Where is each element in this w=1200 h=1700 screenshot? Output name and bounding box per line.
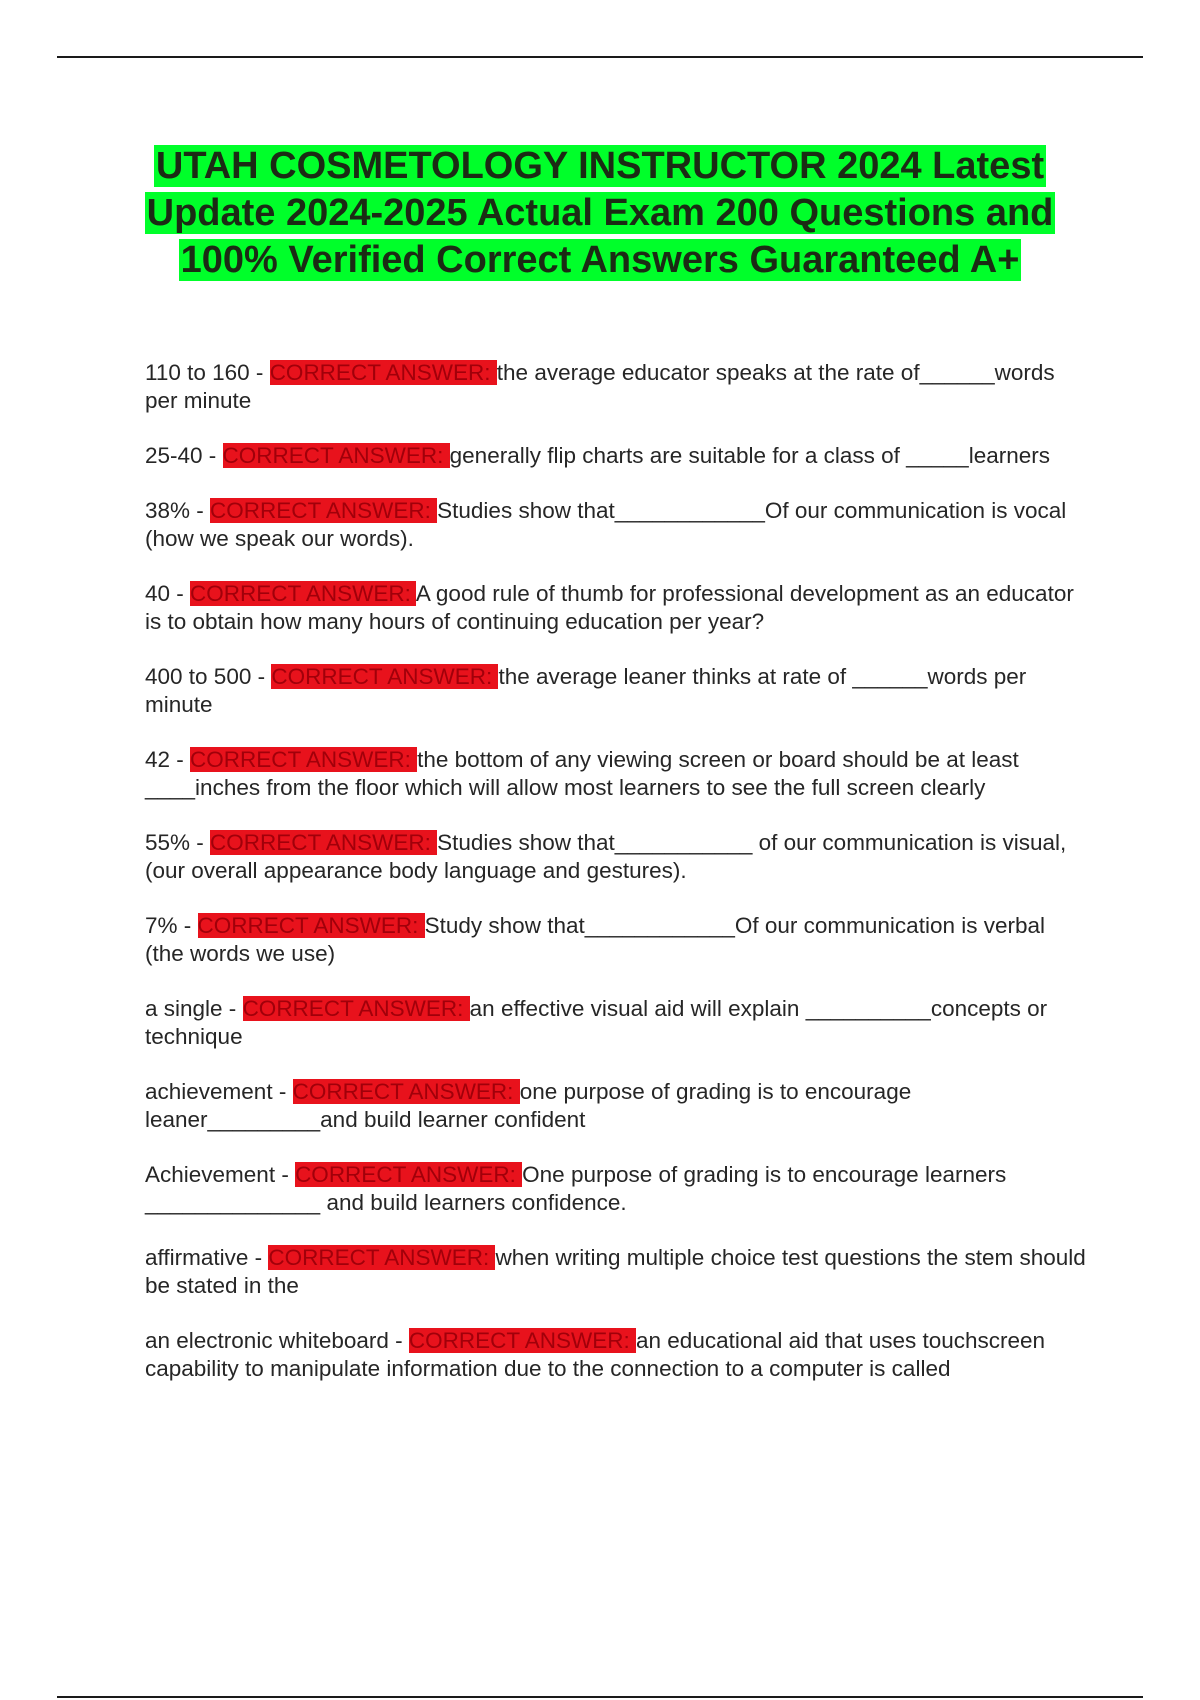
qa-question: generally flip charts are suitable for a class of _____learners [449, 443, 1050, 468]
qa-question: when writing multiple choice test questions the stem should be stated in the [145, 1245, 1086, 1298]
qa-term: 7% - [145, 913, 198, 938]
correct-answer-tag: CORRECT ANSWER: [222, 443, 450, 468]
qa-item [145, 1078, 1090, 1134]
qa-item [145, 1244, 1090, 1300]
qa-term: 25-40 - [145, 443, 223, 468]
qa-term: Achievement - [145, 1162, 296, 1187]
bottom-rule [57, 1696, 1143, 1698]
qa-question: Study show that____________Of our communication is verbal (the words we use) [145, 913, 1046, 966]
qa-question: the bottom of any viewing screen or board should be at least ____inches from the floor which will allow most learners to see the full screen clearly [145, 747, 1019, 800]
qa-term: 42 - [145, 747, 191, 772]
document-title [120, 143, 1080, 284]
qa-question: an educational aid that uses touchscreen capability to manipulate information due to the connection to a computer is called [145, 1328, 1046, 1381]
qa-item [145, 359, 1090, 415]
qa-item [145, 829, 1090, 885]
qa-item [145, 1161, 1090, 1217]
correct-answer-tag: CORRECT ANSWER: [269, 360, 497, 385]
qa-item [145, 580, 1090, 636]
qa-question: Studies show that____________Of our communication is vocal (how we speak our words). [145, 498, 1067, 551]
correct-answer-tag: CORRECT ANSWER: [408, 1328, 637, 1353]
correct-answer-tag: CORRECT ANSWER: [190, 747, 418, 772]
qa-list [145, 359, 1090, 1410]
qa-term: 55% - [145, 830, 211, 855]
correct-answer-tag: CORRECT ANSWER: [271, 664, 499, 689]
qa-term: 40 - [145, 581, 191, 606]
qa-term: a single - [145, 996, 243, 1021]
correct-answer-tag: CORRECT ANSWER: [295, 1162, 523, 1187]
qa-question: an effective visual aid will explain __________concepts or technique [145, 996, 1048, 1049]
correct-answer-tag: CORRECT ANSWER: [210, 498, 438, 523]
document-title-block [120, 143, 1080, 284]
correct-answer-tag: CORRECT ANSWER: [242, 996, 470, 1021]
qa-item [145, 663, 1090, 719]
correct-answer-tag: CORRECT ANSWER: [190, 581, 416, 606]
correct-answer-tag: CORRECT ANSWER: [197, 913, 425, 938]
qa-item [145, 995, 1090, 1051]
qa-term: 400 to 500 - [145, 664, 272, 689]
qa-term: 38% - [145, 498, 211, 523]
qa-term: affirmative - [145, 1245, 269, 1270]
qa-term: 110 to 160 - [145, 360, 270, 385]
title-highlight: UTAH COSMETOLOGY INSTRUCTOR 2024 Latest Update 2024-2025 Actual Exam 200 Questions and 100% Verified Correct Answers Guaranteed A+ [146, 145, 1054, 281]
qa-item [145, 746, 1090, 802]
qa-term: an electronic whiteboard - [145, 1328, 409, 1353]
correct-answer-tag: CORRECT ANSWER: [268, 1245, 496, 1270]
top-rule [57, 56, 1143, 58]
qa-item [145, 912, 1090, 968]
correct-answer-tag: CORRECT ANSWER: [210, 830, 438, 855]
qa-item [145, 1327, 1090, 1383]
qa-question: the average leaner thinks at rate of ______words per minute [145, 664, 1027, 717]
qa-question: Studies show that___________ of our communication is visual, (our overall appearance body language and gestures). [145, 830, 1067, 883]
qa-item [145, 497, 1090, 553]
correct-answer-tag: CORRECT ANSWER: [292, 1079, 520, 1104]
qa-question: one purpose of grading is to encourage leaner_________and build learner confident [145, 1079, 912, 1132]
qa-question: A good rule of thumb for professional development as an educator is to obtain how many hours of continuing education per year? [145, 581, 1074, 634]
qa-item [145, 442, 1090, 470]
qa-term: achievement - [145, 1079, 293, 1104]
qa-question: the average educator speaks at the rate of______words per minute [145, 360, 1055, 413]
qa-question: One purpose of grading is to encourage learners ______________ and build learners confidence. [145, 1162, 1007, 1215]
